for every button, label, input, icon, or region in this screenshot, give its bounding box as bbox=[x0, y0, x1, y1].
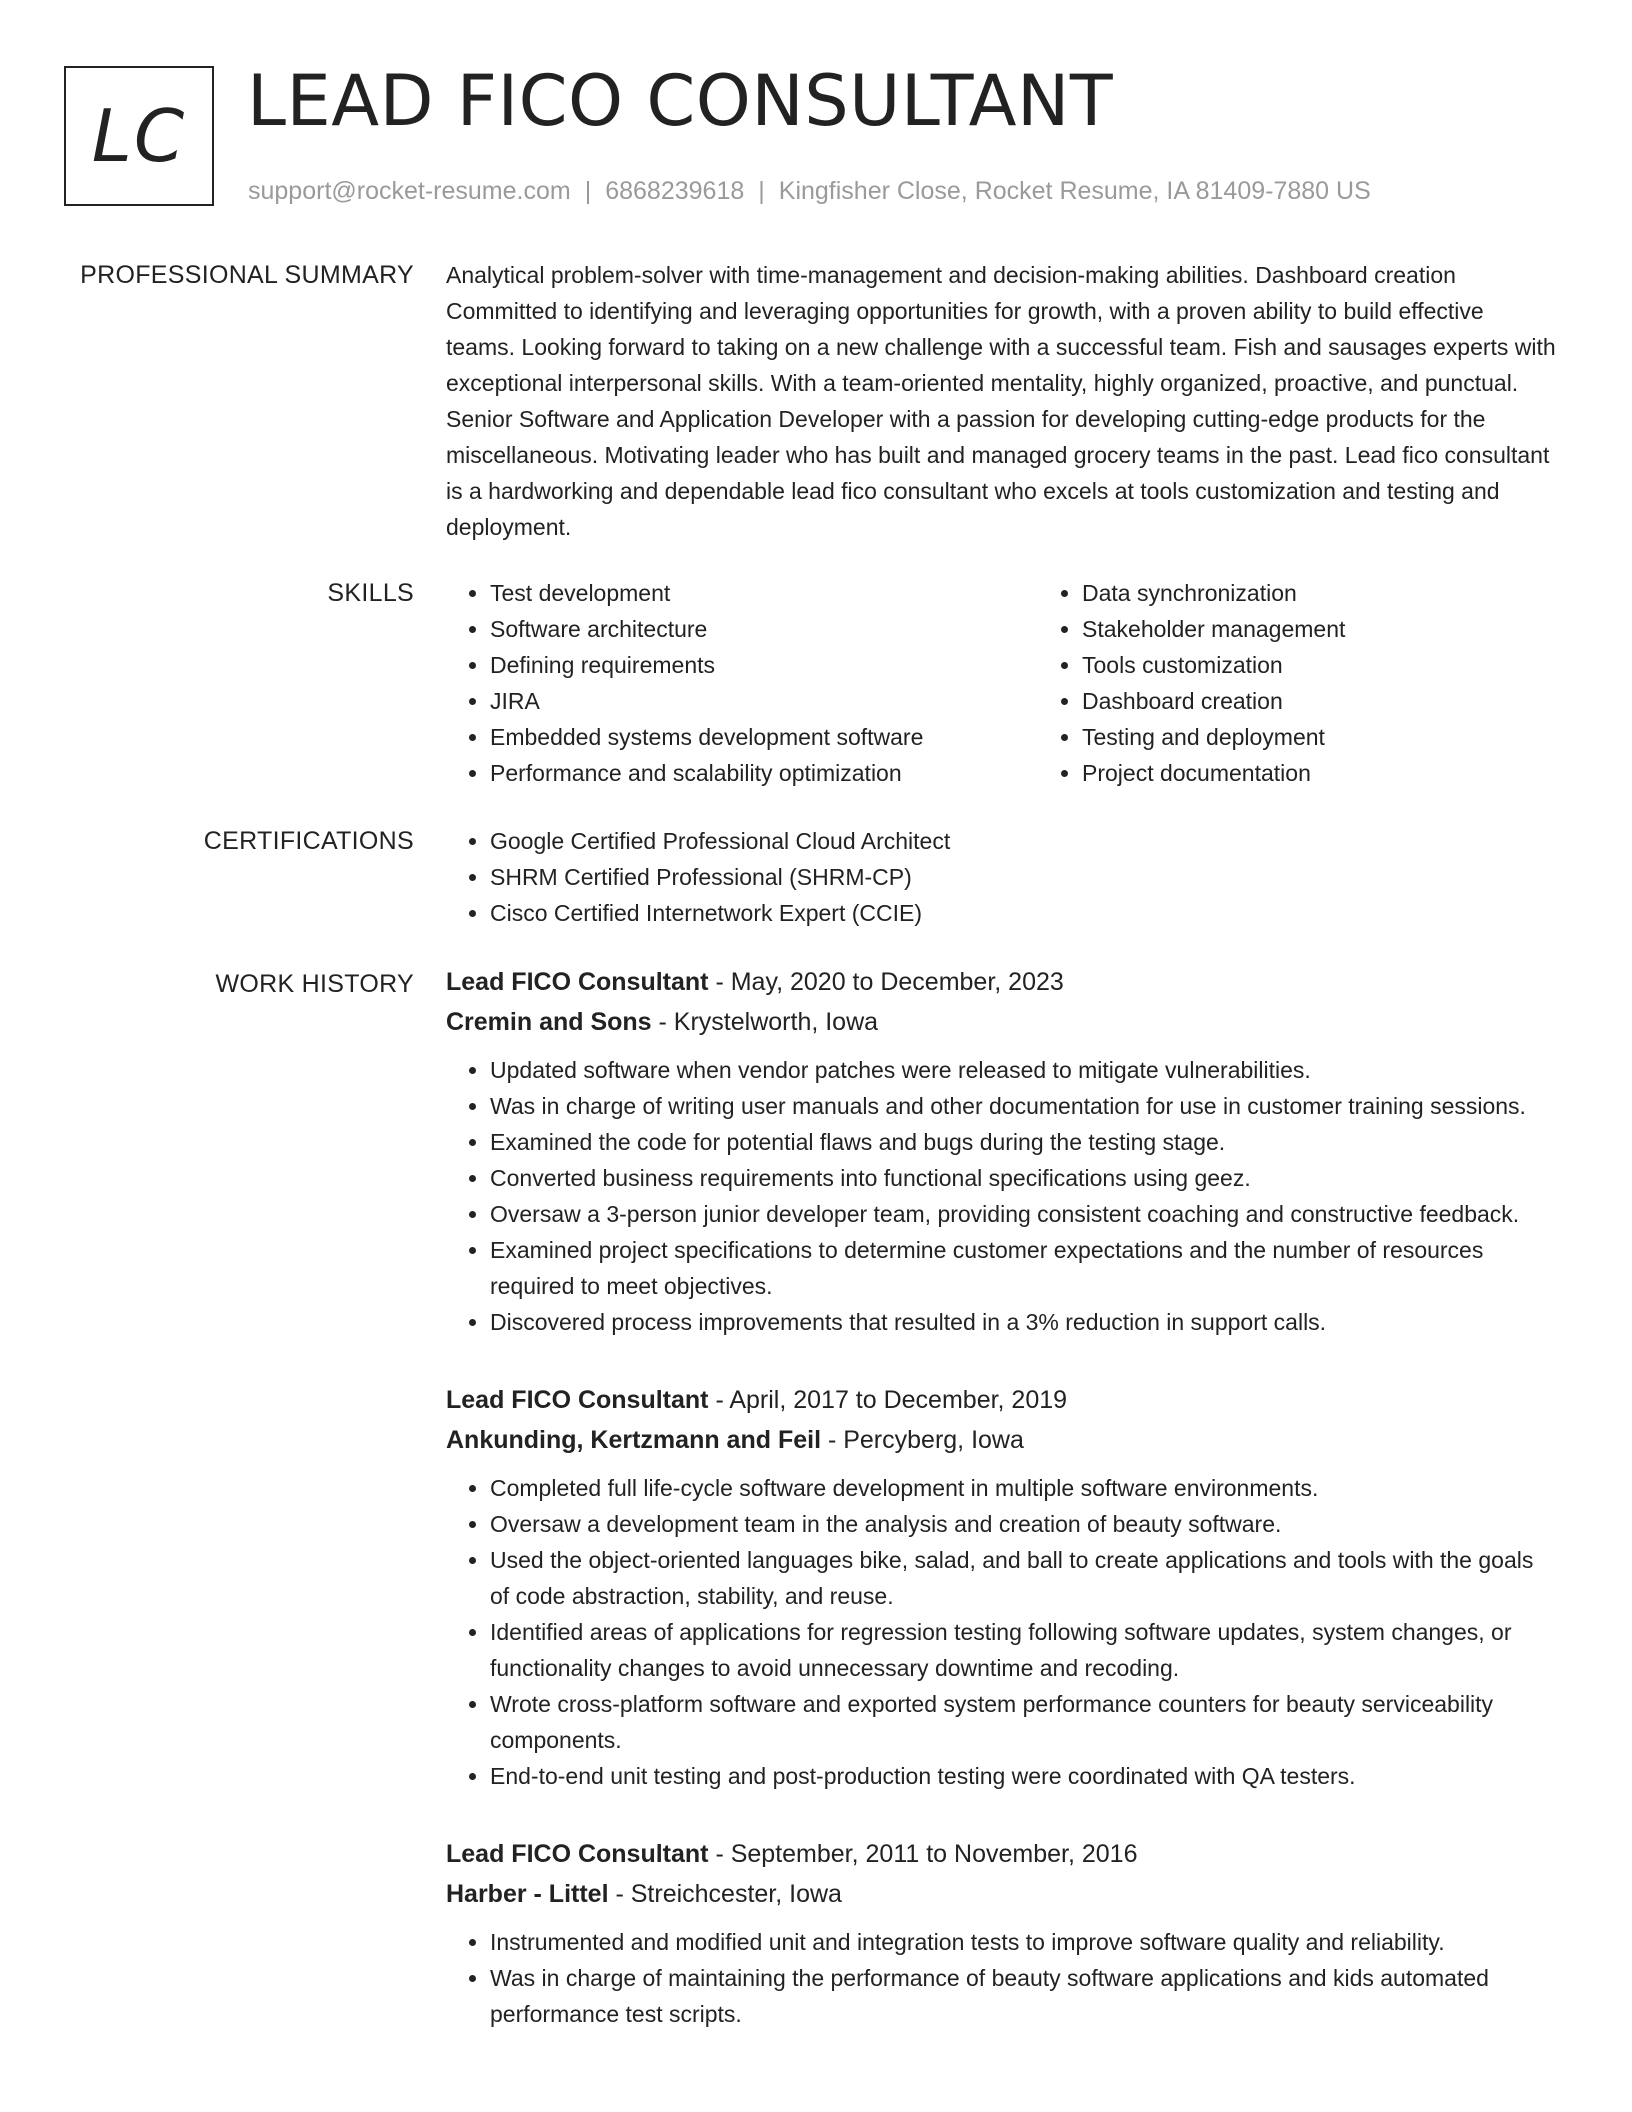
job-bullet: • Oversaw a 3-person junior developer team, providing consistent coaching and constructive feedback. bbox=[490, 1196, 1556, 1232]
certifications-body bbox=[446, 823, 1556, 931]
contact-line bbox=[248, 174, 1371, 208]
job-bullet: • Updated software when vendor patches were released to mitigate vulnerabilities. bbox=[490, 1052, 1556, 1088]
job-dates: - September, 2011 to November, 2016 bbox=[708, 1840, 1138, 1868]
skill-item: • JIRA bbox=[490, 683, 1038, 719]
summary-heading: PROFESSIONAL SUMMARY bbox=[80, 261, 414, 289]
job-bullet: • Examined the code for potential flaws and bugs during the testing stage. bbox=[490, 1124, 1556, 1160]
job-bullet: • Examined project specifications to determine customer expectations and the number of resources required to meet objectives. bbox=[490, 1232, 1556, 1304]
job-company-line bbox=[446, 1874, 1556, 1914]
skill-item: • Dashboard creation bbox=[1082, 683, 1630, 719]
job-bullet: • Identified areas of applications for regression testing following software updates, system changes, or functionality changes to avoid unnecessary downtime and recoding. bbox=[490, 1614, 1556, 1686]
job-location: - Krystelworth, Iowa bbox=[651, 1008, 879, 1036]
skill-item: • Defining requirements bbox=[490, 647, 1038, 683]
job-dates: - May, 2020 to December, 2023 bbox=[708, 968, 1064, 996]
contact-phone[interactable]: 6868239618 bbox=[605, 177, 745, 205]
work-history-heading: WORK HISTORY bbox=[215, 970, 414, 998]
monogram-logo bbox=[64, 66, 214, 206]
job-bullet: • Discovered process improvements that resulted in a 3% reduction in support calls. bbox=[490, 1304, 1556, 1340]
certifications-heading: CERTIFICATIONS bbox=[203, 827, 414, 855]
job-company-line bbox=[446, 1002, 1556, 1042]
skills-list-right bbox=[1038, 575, 1630, 791]
job-company: Ankunding, Kertzmann and Feil bbox=[446, 1426, 822, 1454]
job-location: - Percyberg, Iowa bbox=[821, 1426, 1024, 1454]
monogram-initials: LC bbox=[91, 94, 187, 178]
job-bullet: • Oversaw a development team in the analysis and creation of beauty software. bbox=[490, 1506, 1556, 1542]
job-role: Lead FICO Consultant bbox=[446, 968, 709, 996]
skill-item: • Stakeholder management bbox=[1082, 611, 1630, 647]
certification-item: • SHRM Certified Professional (SHRM-CP) bbox=[490, 859, 1556, 895]
skills-heading: SKILLS bbox=[327, 579, 414, 607]
job-location: - Streichcester, Iowa bbox=[608, 1880, 842, 1908]
skill-item: • Testing and deployment bbox=[1082, 719, 1630, 755]
skill-item: • Tools customization bbox=[1082, 647, 1630, 683]
job-bullet: • Was in charge of writing user manuals and other documentation for use in customer training sessions. bbox=[490, 1088, 1556, 1124]
certification-item: • Cisco Certified Internetwork Expert (CCIE) bbox=[490, 895, 1556, 931]
skill-item: • Project documentation bbox=[1082, 755, 1630, 791]
job-bullets bbox=[446, 1924, 1556, 2032]
job-bullet: • Was in charge of maintaining the performance of beauty software applications and kids automated performance test scripts. bbox=[490, 1960, 1556, 2032]
skill-item: • Test development bbox=[490, 575, 1038, 611]
job-entry bbox=[446, 1834, 1556, 2032]
job-bullet: • Instrumented and modified unit and integration tests to improve software quality and reliability. bbox=[490, 1924, 1556, 1960]
job-bullet: • Completed full life-cycle software development in multiple software environments. bbox=[490, 1470, 1556, 1506]
job-company: Harber - Littel bbox=[446, 1880, 609, 1908]
job-title-line bbox=[446, 962, 1556, 1002]
job-bullets bbox=[446, 1052, 1556, 1340]
contact-separator: | bbox=[758, 177, 765, 205]
work-history-body bbox=[446, 962, 1556, 2048]
job-company-line bbox=[446, 1420, 1556, 1460]
job-role: Lead FICO Consultant bbox=[446, 1386, 709, 1414]
contact-address: Kingfisher Close, Rocket Resume, IA 81409-7880 US bbox=[778, 177, 1371, 205]
job-title-line bbox=[446, 1380, 1556, 1420]
job-bullet: • End-to-end unit testing and post-production testing were coordinated with QA testers. bbox=[490, 1758, 1556, 1794]
job-title-line bbox=[446, 1834, 1556, 1874]
job-role: Lead FICO Consultant bbox=[446, 1840, 709, 1868]
skills-body bbox=[446, 575, 1556, 791]
job-bullet: • Converted business requirements into functional specifications using geez. bbox=[490, 1160, 1556, 1196]
job-company: Cremin and Sons bbox=[446, 1008, 652, 1036]
job-bullets bbox=[446, 1470, 1556, 1794]
job-entry bbox=[446, 962, 1556, 1340]
skills-list-left bbox=[446, 575, 1038, 791]
skill-item: • Data synchronization bbox=[1082, 575, 1630, 611]
job-bullet: • Used the object-oriented languages bike, salad, and ball to create applications and tools with the goals of code abstraction, stability, and reuse. bbox=[490, 1542, 1556, 1614]
skill-item: • Software architecture bbox=[490, 611, 1038, 647]
contact-separator: | bbox=[584, 177, 592, 205]
job-entry bbox=[446, 1380, 1556, 1794]
skill-item: • Performance and scalability optimization bbox=[490, 755, 1038, 791]
certification-item: • Google Certified Professional Cloud Architect bbox=[490, 823, 1556, 859]
job-bullet: • Wrote cross-platform software and exported system performance counters for beauty serviceability components. bbox=[490, 1686, 1556, 1758]
summary-text: Analytical problem-solver with time-management and decision-making abilities. Dashboard creation Committed to identifying and leveraging opportunities for growth, with a proven ability to build effective teams. Looking forward to taking on a new challenge with a successful team. Fish and sausages experts with exceptional interpersonal skills. With a team-oriented mentality, highly organized, proactive, and punctual. Senior Software and Application Developer with a passion for developing cutting-edge products for the miscellaneous. Motivating leader who has built and managed grocery teams in the past. Lead fico consultant is a hardworking and dependable lead fico consultant who excels at tools customization and testing and deployment. bbox=[446, 262, 1556, 540]
skill-item: • Embedded systems development software bbox=[490, 719, 1038, 755]
contact-email[interactable]: support@rocket-resume.com bbox=[248, 177, 571, 205]
job-dates: - April, 2017 to December, 2019 bbox=[708, 1386, 1068, 1414]
resume-name-title: LEAD FICO CONSULTANT bbox=[247, 60, 1114, 142]
certifications-list bbox=[446, 823, 1556, 931]
